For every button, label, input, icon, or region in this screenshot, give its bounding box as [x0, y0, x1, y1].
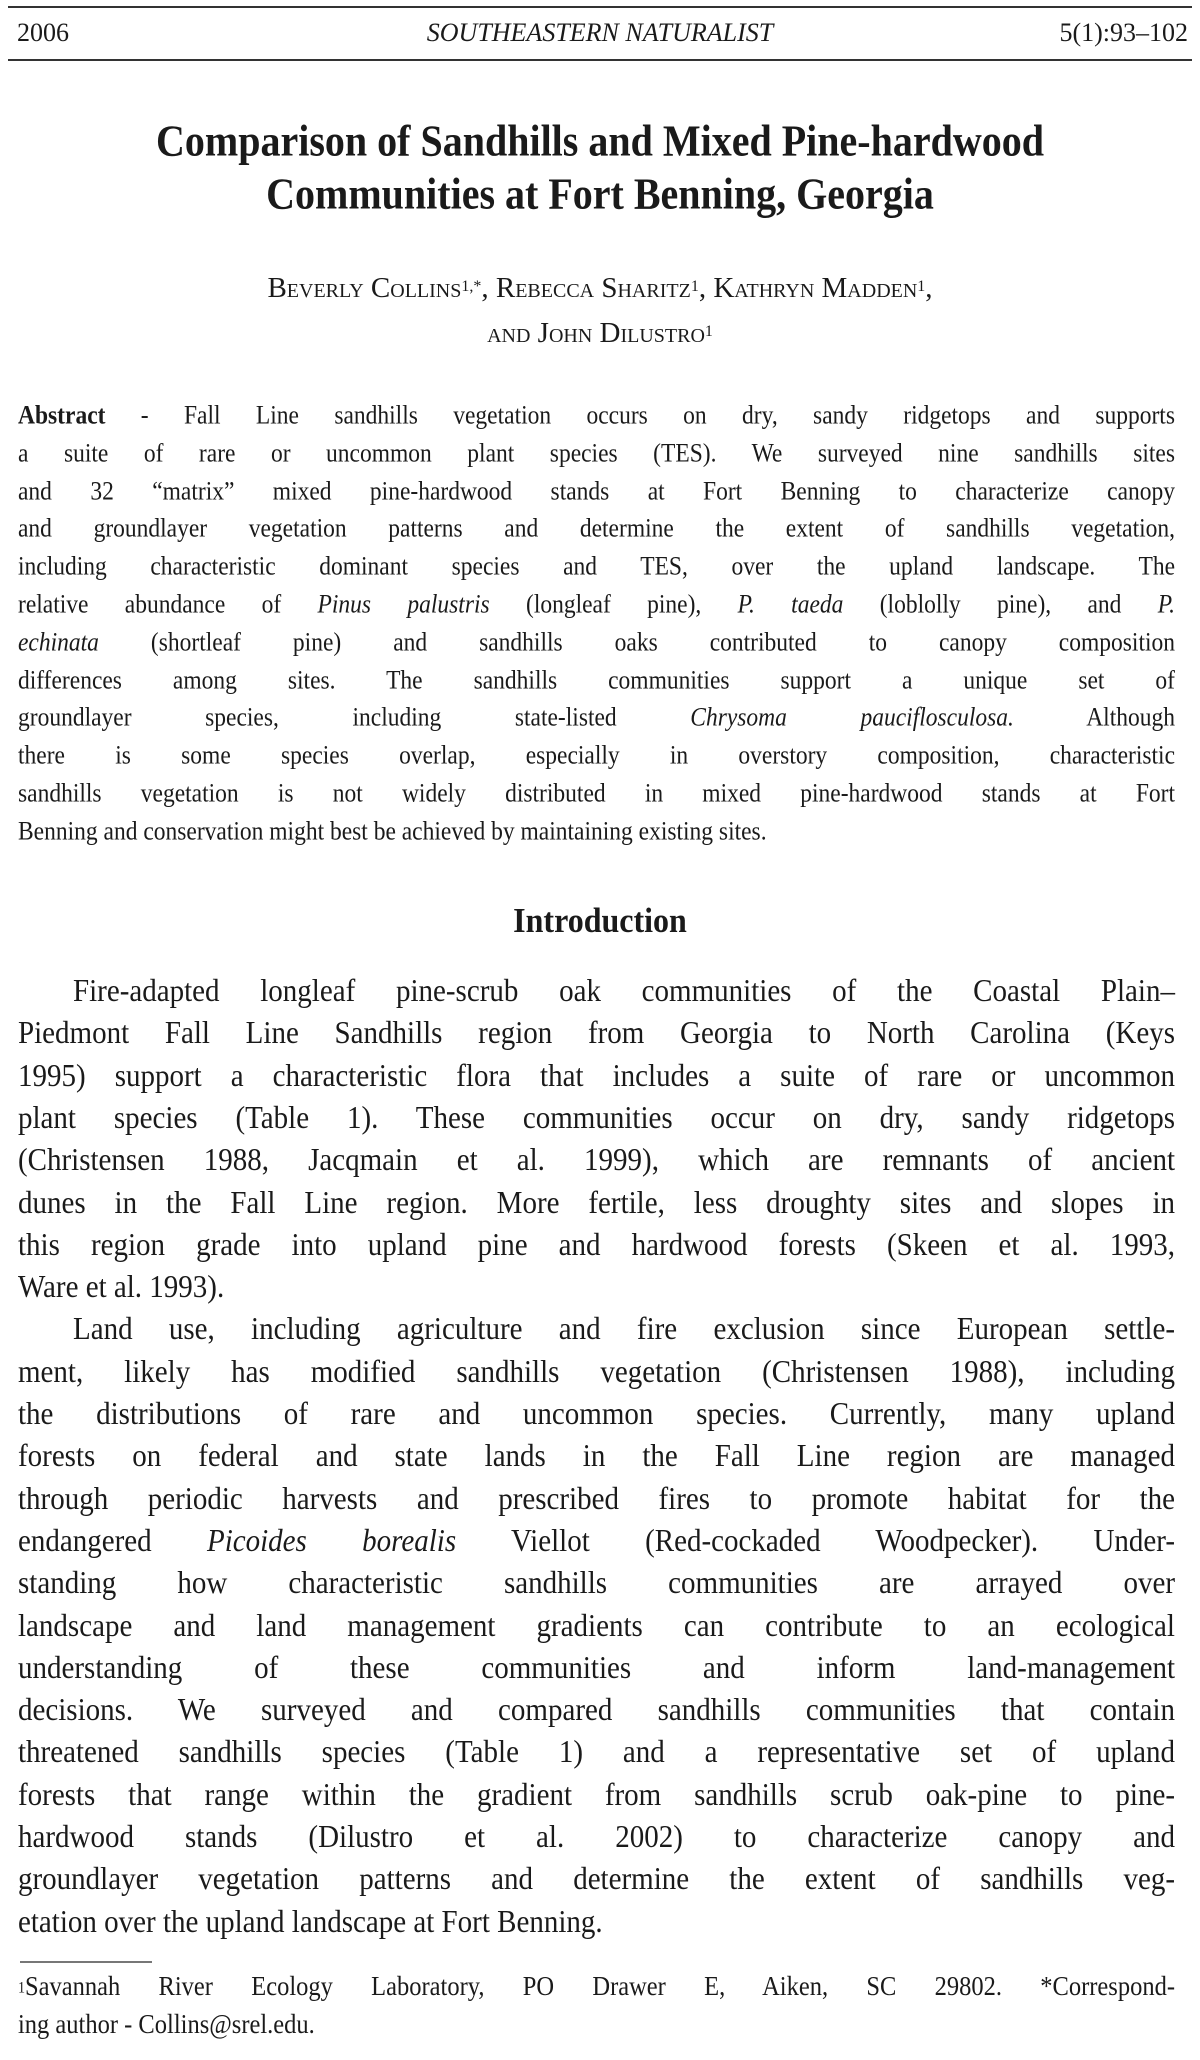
- text: landscape and land management gradients can contribute to an ecological: [18, 1607, 1175, 1643]
- author-dilustro: and John Dilustro: [487, 317, 705, 349]
- abstract-line: [18, 811, 1175, 853]
- text: decisions. We surveyed and compared sandhills communities that contain: [18, 1692, 1175, 1728]
- abstract-line: [18, 622, 1175, 664]
- intro-line: [18, 1391, 1175, 1438]
- text: groundlayer species, including state-listed: [18, 703, 691, 733]
- author-collins: Beverly Collins: [267, 272, 462, 304]
- text: forests on federal and state lands in the Fall Line region are managed: [18, 1438, 1175, 1474]
- text: (Christensen 1988, Jacqmain et al. 1999), which are remnants of ancient: [18, 1142, 1175, 1178]
- species-name: Pinus palustris: [317, 590, 490, 620]
- text: 1995) support a characteristic flora that includes a suite of rare or uncommon: [18, 1057, 1175, 1094]
- abstract-line: [18, 773, 1175, 815]
- footnote-affiliation: Savannah River Ecology Laboratory, PO Drawer E, Aiken, SC 29802. *Correspond-: [25, 1971, 1175, 2002]
- intro-line: [18, 1645, 1175, 1692]
- intro-line: [18, 1095, 1175, 1142]
- text: Fire-adapted longleaf pine-scrub oak communities of the Coastal Plain–: [73, 973, 1175, 1009]
- intro-line: [18, 1898, 1175, 1945]
- species-name: P. taeda: [737, 590, 844, 620]
- intro-line: [18, 1433, 1175, 1480]
- intro-line: [18, 1814, 1175, 1861]
- text: threatened sandhills species (Table 1) and a representative set of upland: [18, 1734, 1175, 1770]
- text: Piedmont Fall Line Sandhills region from Georgia to North Carolina (Keys: [18, 1015, 1175, 1051]
- text: including characteristic dominant species and TES, over the upland landscape. The: [18, 552, 1175, 582]
- text: through periodic harvests and prescribed fires to promote habitat for the: [18, 1480, 1175, 1517]
- intro-line: [18, 1771, 1175, 1818]
- text: understanding of these communities and inform land-management: [18, 1650, 1175, 1686]
- abstract-line: [18, 471, 1175, 513]
- text: a suite of rare or uncommon plant species (TES). We surveyed nine sandhills sites: [18, 438, 1175, 468]
- footnote-line-2: [18, 2004, 1175, 2046]
- author-list-line-1: [0, 266, 1200, 311]
- text: the distributions of rare and uncommon species. Currently, many upland: [18, 1396, 1175, 1432]
- header-volume-pages: 5(1):93–102: [1059, 18, 1188, 47]
- intro-line: [18, 1729, 1175, 1776]
- abstract-line: [18, 547, 1175, 589]
- text: Ware et al. 1993).: [18, 1269, 225, 1305]
- author-list-line-2: [0, 311, 1200, 356]
- species-name: echinata: [18, 627, 99, 657]
- text: - Fall Line sandhills vegetation occurs on dry, sandy ridgetops and supports: [105, 401, 1175, 431]
- header-year: 2006: [17, 18, 69, 47]
- text: plant species (Table 1). These communities occur on dry, sandy ridgetops: [18, 1100, 1175, 1136]
- intro-line: [18, 1475, 1175, 1522]
- text: this region grade into upland pine and hardwood forests (Skeen et al. 1993,: [18, 1227, 1175, 1263]
- intro-line: [18, 1010, 1175, 1057]
- abstract-line: [18, 698, 1175, 740]
- header-top-rule: [8, 6, 1192, 8]
- text: Although: [1013, 703, 1175, 733]
- intro-line: [18, 1856, 1175, 1903]
- author-sharitz: Rebecca Sharitz: [495, 272, 691, 304]
- text: sandhills vegetation is not widely distributed in mixed pine-hardwood stands at Fort: [18, 779, 1175, 809]
- footnote-rule: [20, 1961, 152, 1963]
- abstract-line: [18, 433, 1175, 475]
- intro-line: [18, 1264, 1175, 1311]
- abstract-line: [18, 736, 1175, 778]
- affiliation-mark: 1,*: [461, 278, 482, 295]
- species-name: Chrysoma pauciflosculosa.: [690, 703, 1014, 733]
- text: relative abundance of: [18, 590, 318, 620]
- text: Benning and conservation might best be achieved by maintaining existing sites.: [18, 816, 767, 846]
- intro-line: [18, 1602, 1175, 1649]
- footnote-contact: ing author - Collins@srel.edu.: [18, 2009, 315, 2040]
- text: hardwood stands (Dilustro et al. 2002) to characterize canopy and: [18, 1819, 1175, 1855]
- text: standing how characteristic sandhills communities are arrayed over: [18, 1565, 1175, 1601]
- separator: ,: [481, 272, 496, 304]
- text: etation over the upland landscape at Fort Benning.: [18, 1903, 603, 1940]
- text: ment, likely has modified sandhills vegetation (Christensen 1988), including: [18, 1353, 1175, 1390]
- affiliation-mark: 1: [690, 278, 699, 295]
- text: there is some species overlap, especially in overstory composition, characteristic: [18, 741, 1175, 771]
- footnote-mark: 1: [18, 1980, 25, 1997]
- article-title-line-2: Communities at Fort Benning, Georgia: [266, 168, 934, 219]
- header-journal-name: SOUTHEASTERN NATURALIST: [426, 18, 774, 47]
- intro-line: [18, 1179, 1175, 1226]
- affiliation-mark: 1: [917, 278, 926, 295]
- intro-line: [18, 1222, 1175, 1269]
- text: (loblolly pine), and: [843, 590, 1158, 620]
- text: (shortleaf pine) and sandhills oaks contributed to canopy composition: [98, 627, 1175, 657]
- abstract-line: [18, 660, 1175, 702]
- intro-line: [18, 1348, 1175, 1395]
- affiliation-mark: 1: [704, 323, 713, 340]
- intro-line: [18, 1137, 1175, 1184]
- text: differences among sites. The sandhills communities support a unique set of: [18, 665, 1175, 695]
- intro-line: [18, 1306, 1175, 1353]
- text: forests that range within the gradient from sandhills scrub oak-pine to pine-: [18, 1776, 1175, 1813]
- separator: ,: [925, 272, 933, 304]
- species-name: P.: [1157, 590, 1175, 620]
- header-bottom-rule: [8, 59, 1192, 61]
- text: Land use, including agriculture and fire exclusion since European settle-: [73, 1311, 1175, 1347]
- abstract-line: [18, 584, 1175, 626]
- intro-line: [18, 1687, 1175, 1734]
- section-heading-introduction: Introduction: [513, 900, 687, 940]
- species-name: Picoides borealis: [206, 1523, 457, 1559]
- text: groundlayer vegetation patterns and determine the extent of sandhills veg-: [18, 1861, 1175, 1897]
- intro-line: [18, 968, 1175, 1015]
- author-madden: Kathryn Madden: [713, 272, 918, 304]
- text: (longleaf pine),: [489, 590, 738, 620]
- intro-line: [18, 1052, 1175, 1099]
- abstract-line: [18, 509, 1175, 551]
- text: endangered: [18, 1523, 207, 1559]
- text: Viellot (Red-cockaded Woodpecker). Under-: [456, 1523, 1176, 1559]
- footnote-line-1: [18, 1966, 1175, 2008]
- text: and 32 “matrix” mixed pine-hardwood stands at Fort Benning to characterize canopy: [18, 476, 1175, 506]
- abstract-label: Abstract: [18, 401, 106, 431]
- intro-line: [18, 1560, 1175, 1607]
- separator: ,: [698, 272, 714, 304]
- text: dunes in the Fall Line region. More fertile, less droughty sites and slopes in: [18, 1184, 1175, 1220]
- text: and groundlayer vegetation patterns and determine the extent of sandhills vegetation,: [18, 514, 1175, 544]
- intro-line: [18, 1518, 1175, 1565]
- article-title-line-1: Comparison of Sandhills and Mixed Pine-hardwood: [156, 115, 1044, 166]
- abstract-line: [18, 395, 1175, 437]
